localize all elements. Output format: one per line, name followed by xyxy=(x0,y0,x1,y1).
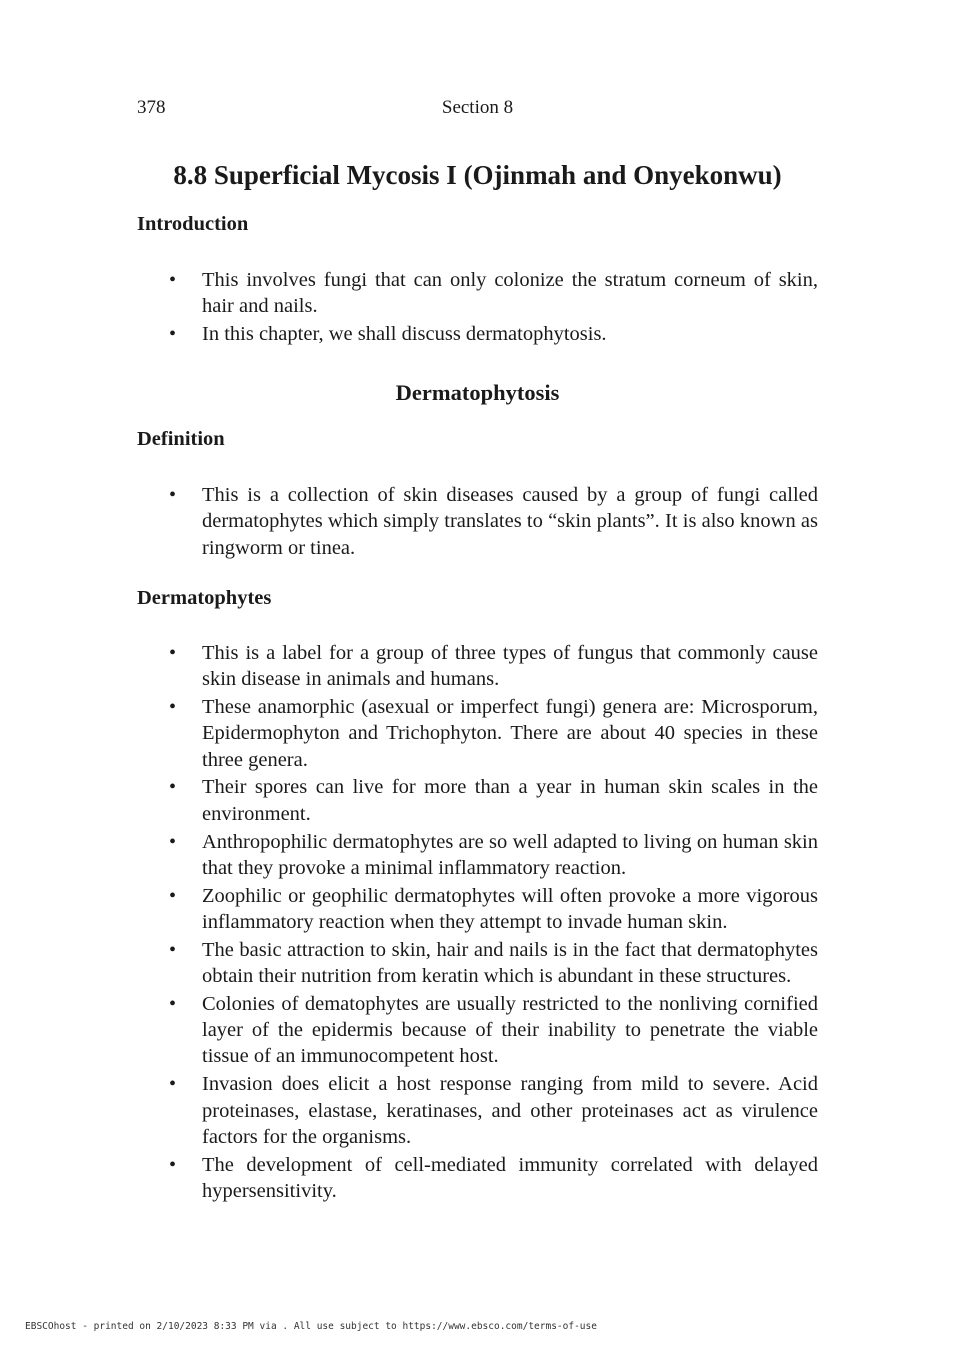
dermatophytes-list xyxy=(0,640,955,1206)
bullet-icon: • xyxy=(169,642,177,664)
list-item: • This is a label for a group of three types of fungus that commonly cause skin disease in animals and humans. xyxy=(169,642,818,691)
running-header: Section 8 xyxy=(441,97,514,118)
dermatophytosis-title: Dermatophytosis xyxy=(395,380,560,405)
list-item: • Zoophilic or geophilic dermatophytes will often provoke a more vigorous inflammatory reaction when they attempt to invade human skin. xyxy=(169,884,818,933)
list-item: • The development of cell-mediated immunity correlated with delayed hypersensitivity. xyxy=(169,1153,818,1202)
chapter-title: 8.8 Superficial Mycosis I (Ojinmah and Onyekonwu) xyxy=(173,160,782,190)
bullet-icon: • xyxy=(169,884,177,907)
bullet-icon: • xyxy=(169,269,177,291)
bullet-icon: • xyxy=(169,776,177,799)
list-item: • These anamorphic (asexual or imperfect fungi) genera are: Microsporum, Epidermophyton and Trichophyton. There are about 40 species in these three genera. xyxy=(169,696,818,771)
page-number: 378 xyxy=(137,97,166,118)
print-footer: EBSCOhost - printed on 2/10/2023 8:33 PM via . All use subject to https://www.ebsco.com/terms-of-use xyxy=(25,1321,597,1332)
introduction-list xyxy=(0,267,955,349)
list-item: • This is a collection of skin diseases caused by a group of fungi called dermatophytes which simply translates to “skin plants”. It is also known as ringworm or tinea. xyxy=(169,484,818,559)
bullet-icon: • xyxy=(169,992,177,1015)
bullet-icon: • xyxy=(169,1073,177,1096)
list-item: • Colonies of dematophytes are usually restricted to the nonliving cornified layer of the epidermis because of their inability to penetrate the viable tissue of an immunocompetent host. xyxy=(169,992,818,1068)
list-item: • Anthropophilic dermatophytes are so well adapted to living on human skin that they provoke a minimal inflammatory reaction. xyxy=(169,830,818,879)
bullet-icon: • xyxy=(169,938,177,961)
bullet-icon: • xyxy=(169,696,177,719)
list-item: • This involves fungi that can only colonize the stratum corneum of skin, hair and nails. xyxy=(169,269,818,318)
introduction-heading: Introduction xyxy=(137,213,249,235)
definition-list xyxy=(0,482,955,562)
bullet-icon: • xyxy=(169,323,177,346)
bullet-icon: • xyxy=(169,830,177,853)
bullet-icon: • xyxy=(169,1153,177,1176)
list-item: • Invasion does elicit a host response ranging from mild to severe. Acid proteinases, elastase, keratinases, and other proteinases act as virulence factors for the organisms. xyxy=(169,1073,818,1148)
definition-heading: Definition xyxy=(137,428,225,450)
list-item: • In this chapter, we shall discuss dermatophytosis. xyxy=(0,321,818,347)
bullet-icon: • xyxy=(169,484,177,506)
dermatophytes-heading: Dermatophytes xyxy=(137,587,272,609)
list-item: • The basic attraction to skin, hair and nails is in the fact that dermatophytes obtain their nutrition from keratin which is abundant in these structures. xyxy=(169,938,818,988)
list-item: • Their spores can live for more than a year in human skin scales in the environment. xyxy=(169,776,818,825)
